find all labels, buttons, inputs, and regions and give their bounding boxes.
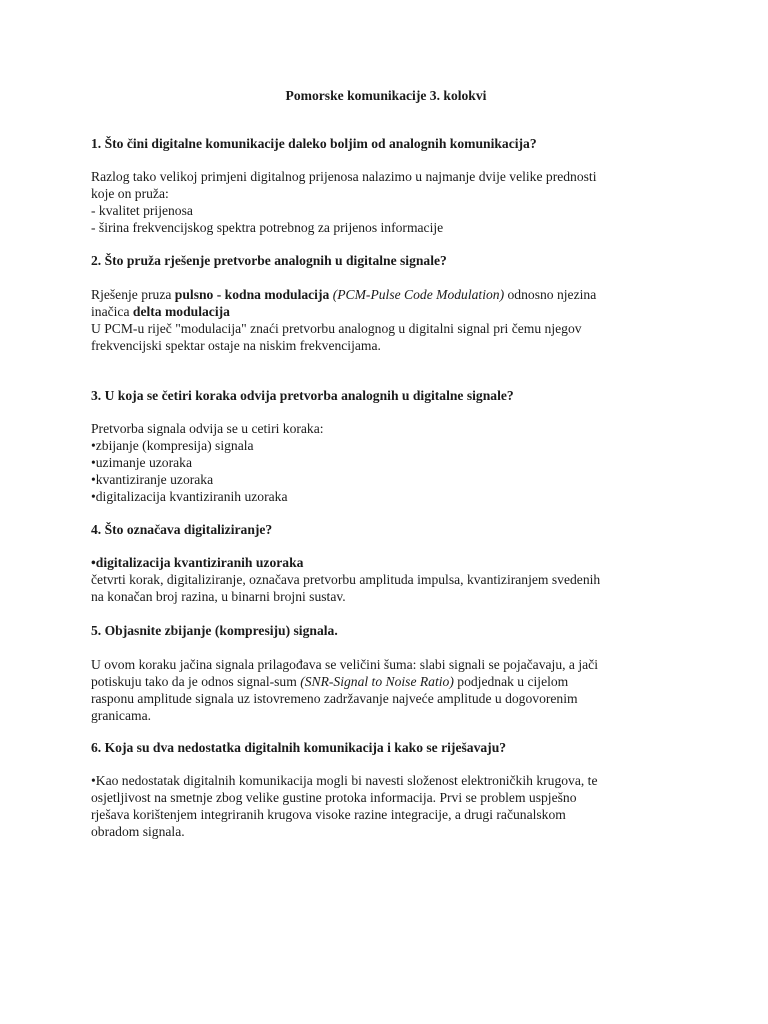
answer-4 <box>91 554 681 605</box>
answer-1-line-2: koje on pruža: <box>91 186 169 201</box>
answer-6-line-4: obradom signala. <box>91 824 185 839</box>
answer-6-line-2: osjetljivost na smetnje zbog velike gustine protoka informacija. Prvi se problem uspješno <box>91 790 577 805</box>
question-6-heading: 6. Koja su dva nedostatka digitalnih komunikacija i kako se riješavaju? <box>91 740 507 755</box>
answer-5-text: potiskuju tako da je odnos signal-sum <box>91 674 301 689</box>
delta-modulation-term: delta modulacija <box>132 304 230 319</box>
answer-2-line-2 <box>91 303 681 320</box>
pcm-term: pulsno - kodna modulacija <box>174 287 330 302</box>
answer-2-line-1 <box>91 286 681 303</box>
answer-5 <box>91 656 681 724</box>
question-5-heading: 5. Objasnite zbijanje (kompresiju) signala. <box>91 623 338 638</box>
answer-6 <box>91 772 681 840</box>
answer-6-line-1: •Kao nedostatak digitalnih komunikacija mogli bi navesti složenost elektroničkih krugova, te <box>91 773 598 788</box>
answer-1-line-4: - širina frekvencijskog spektra potrebnog za prijenos informacije <box>91 220 444 235</box>
answer-4-bullet: •digitalizacija kvantiziranih uzoraka <box>91 555 304 570</box>
answer-5-line-2 <box>91 673 681 690</box>
answer-2-text-cont: odnosno njezina <box>504 287 597 302</box>
list-item: •zbijanje (kompresija) signala <box>91 438 254 453</box>
answer-2-variant-text: inačica <box>91 304 133 319</box>
list-item: •uzimanje uzoraka <box>91 455 192 470</box>
answer-1-line-3: - kvalitet prijenosa <box>91 203 193 218</box>
answer-5-text-cont: podjednak u cijelom <box>453 674 569 689</box>
answer-6-line-3: rješava korištenjem integriranih krugova visoke razine integracije, a drugi računalskom <box>91 807 566 822</box>
answer-1-line-1: Razlog tako velikoj primjeni digitalnog prijenosa nalazimo u najmanje dvije velike prednosti <box>91 169 597 184</box>
answer-4-line-1: četvrti korak, digitaliziranje, označava pretvorbu amplituda impulsa, kvantiziranjem svedenih <box>91 572 601 587</box>
answer-1 <box>91 168 681 236</box>
answer-2 <box>91 286 681 354</box>
document-title: Pomorske komunikacije 3. kolokvi <box>285 88 487 103</box>
answer-5-line-3: rasponu amplitude signala uz istovremeno zadržavanje najveće amplitude u dogovorenim <box>91 691 578 706</box>
answer-3-intro: Pretvorba signala odvija se u cetiri koraka: <box>91 421 324 436</box>
list-item: •digitalizacija kvantiziranih uzoraka <box>91 489 288 504</box>
answer-3 <box>91 420 681 505</box>
question-4-heading: 4. Što označava digitaliziranje? <box>91 522 273 537</box>
answer-2-line-4: frekvencijski spektar ostaje na niskim frekvencijama. <box>91 338 381 353</box>
pcm-expansion: (PCM-Pulse Code Modulation) <box>332 287 505 302</box>
answer-4-line-2: na konačan broj razina, u binarni brojni sustav. <box>91 589 346 604</box>
question-3-heading: 3. U koja se četiri koraka odvija pretvorba analognih u digitalne signale? <box>91 388 514 403</box>
snr-expansion: (SNR-Signal to Noise Ratio) <box>300 674 454 689</box>
answer-5-line-4: granicama. <box>91 708 152 723</box>
question-2-heading: 2. Što pruža rješenje pretvorbe analognih u digitalne signale? <box>91 253 447 268</box>
list-item: •kvantiziranje uzoraka <box>91 472 214 487</box>
answer-2-text: Rješenje pruza <box>91 287 175 302</box>
answer-2-line-3: U PCM-u riječ "modulacija" znaći pretvorbu analognog u digitalni signal pri čemu njegov <box>91 321 582 336</box>
question-1-heading: 1. Što čini digitalne komunikacije daleko boljim od analognih komunikacija? <box>91 136 537 151</box>
answer-5-line-1: U ovom koraku jačina signala prilagođava se veličini šuma: slabi signali se pojačavaju, a jači <box>91 657 598 672</box>
